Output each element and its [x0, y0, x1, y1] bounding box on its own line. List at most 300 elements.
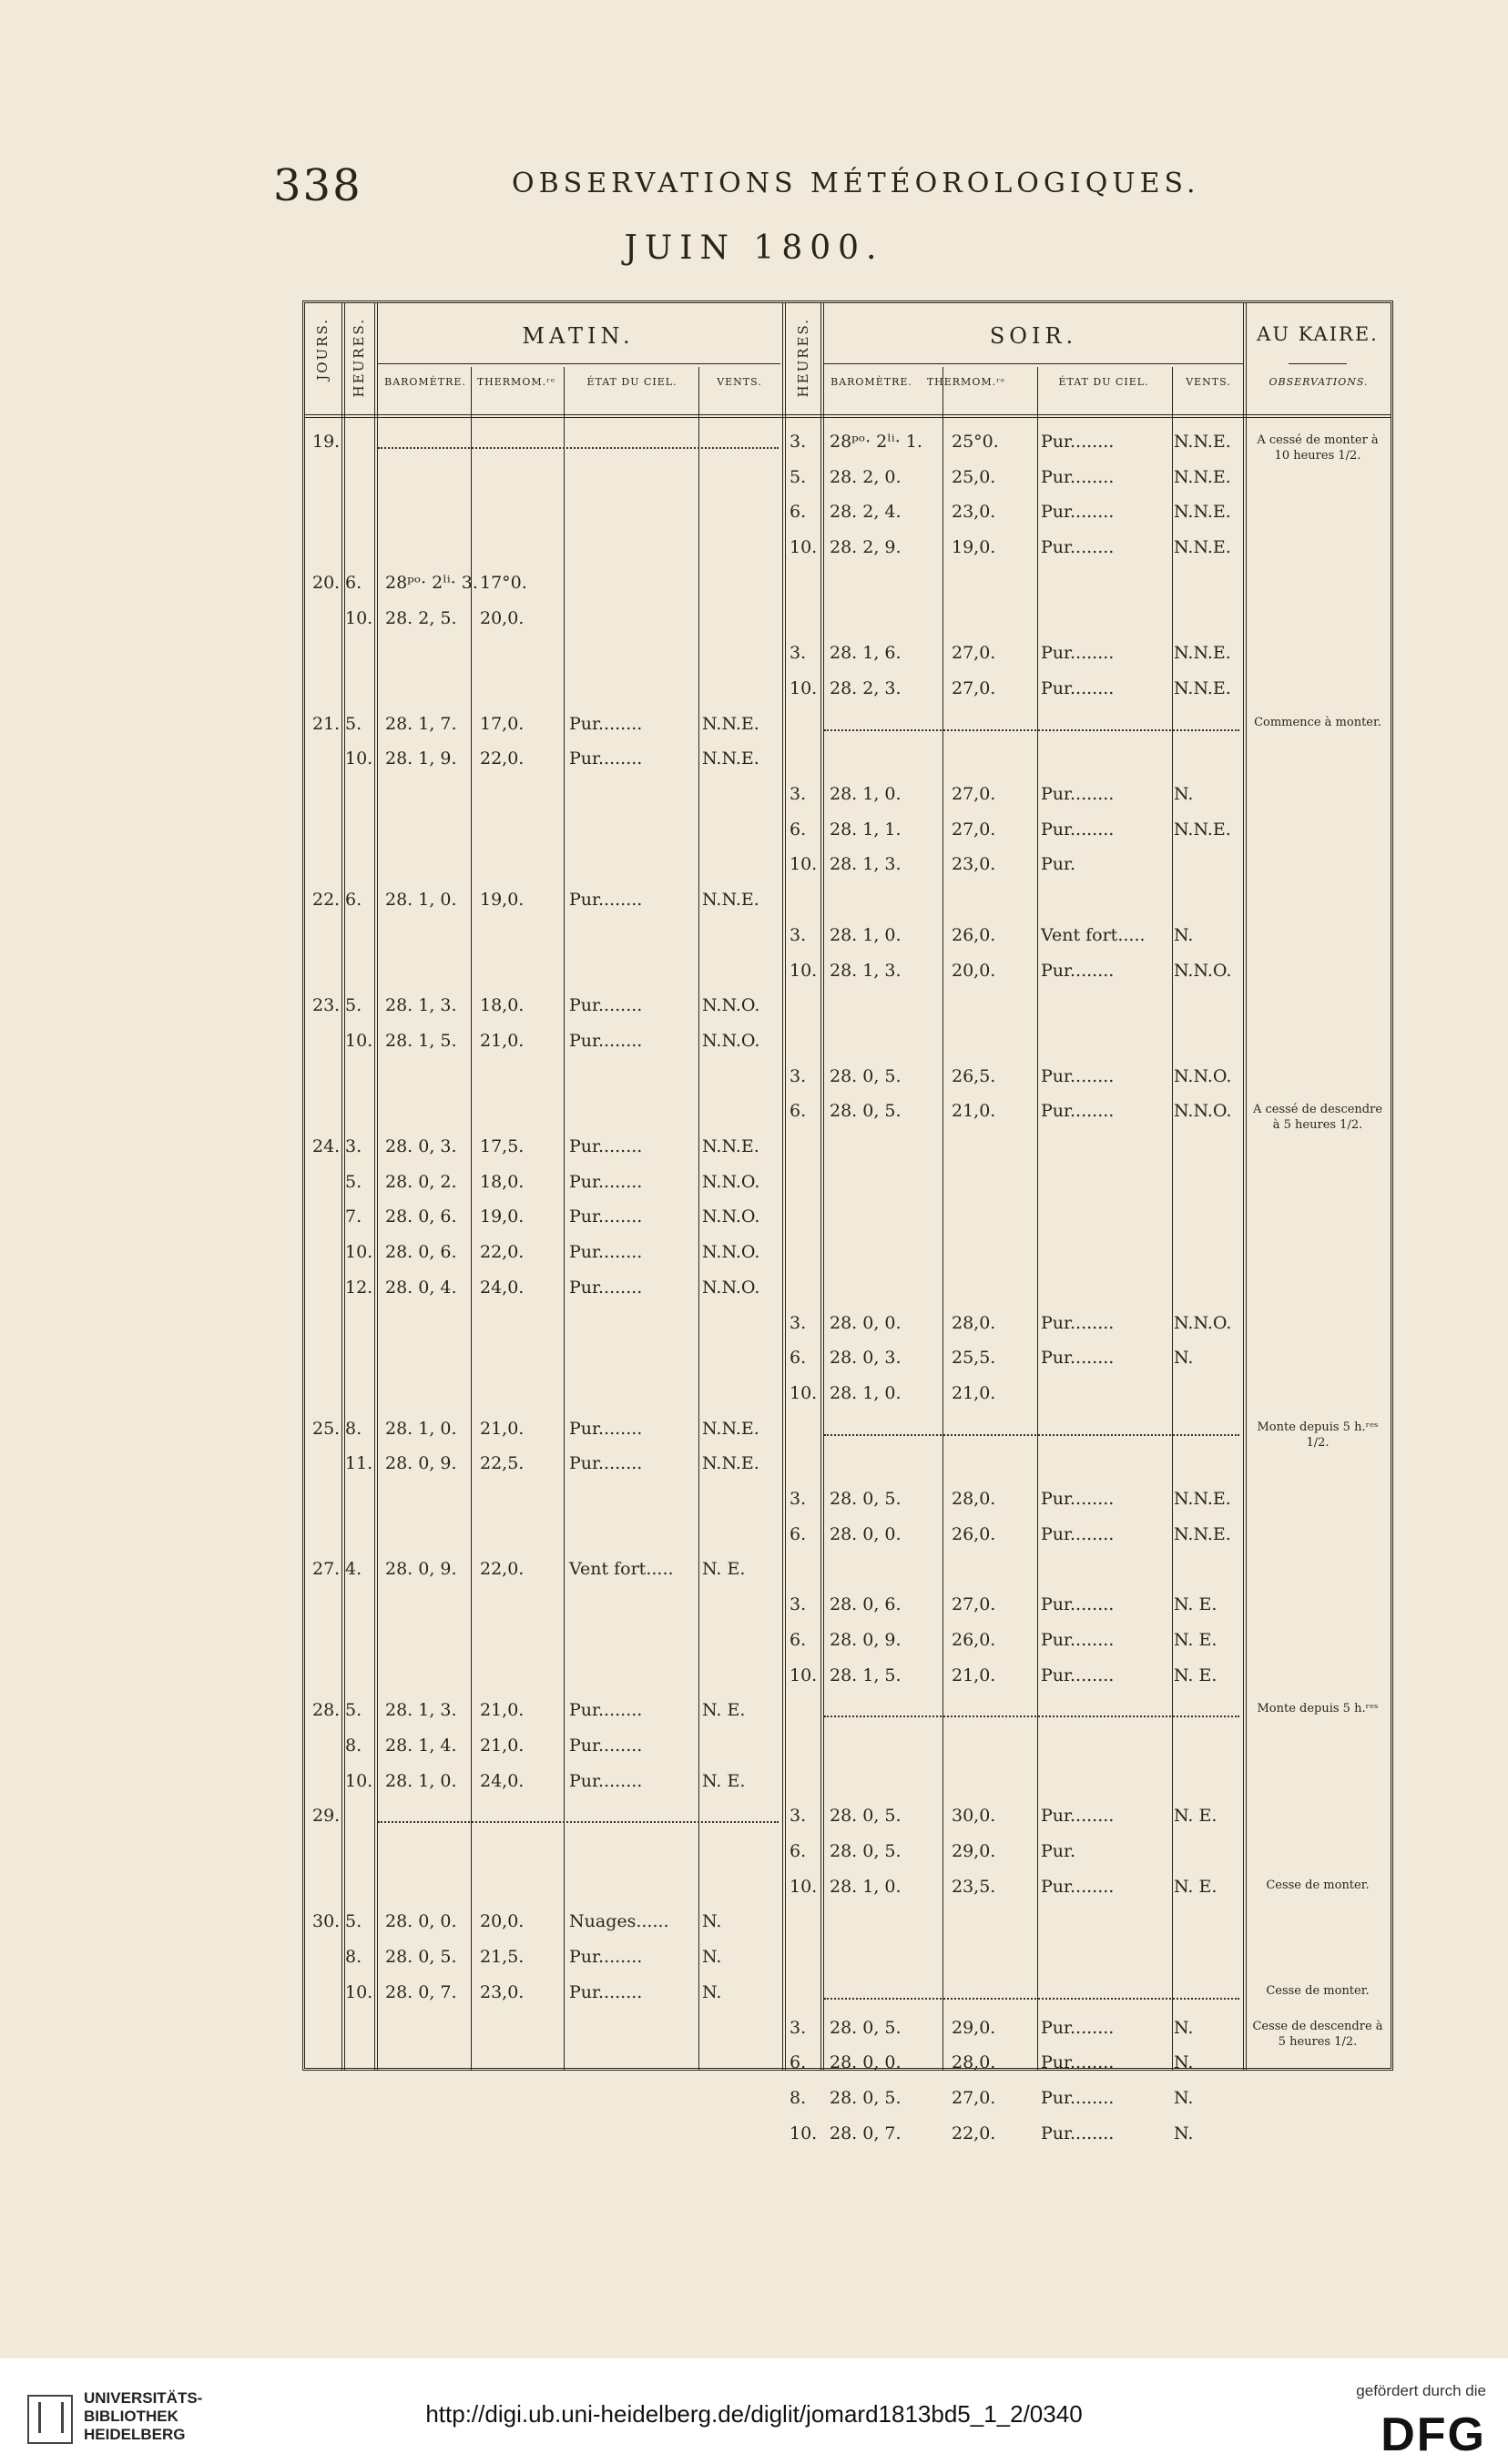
soir-thermom-cell: 23,5. [952, 1876, 996, 1897]
empty-matin-leader [378, 447, 779, 449]
matin-etat-cell: Pur........ [569, 1453, 643, 1474]
soir-etat-cell: Pur........ [1041, 1594, 1115, 1615]
soir-thermom-cell: 25°0. [952, 432, 999, 452]
soir-vents-cell: N.N.O. [1174, 1065, 1232, 1086]
soir-hour-cell: 5. [790, 466, 807, 487]
soir-vents-cell: N.N.E. [1174, 432, 1231, 452]
matin-thermom-cell: 21,0. [480, 1418, 525, 1439]
soir-thermom-cell: 25,5. [952, 1348, 996, 1369]
matin-hour-cell: 5. [345, 1911, 362, 1932]
matin-vents-cell: N. E. [702, 1770, 746, 1791]
matin-etat-cell: Pur........ [569, 1700, 643, 1721]
soir-etat-cell: Pur........ [1041, 1665, 1115, 1685]
matin-thermom-cell: 18,0. [480, 1171, 525, 1192]
soir-vents-cell: N.N.E. [1174, 1489, 1231, 1509]
soir-thermom-cell: 23,0. [952, 854, 996, 875]
matin-thermom-cell: 20,0. [480, 607, 525, 628]
soir-hour-cell: 10. [790, 677, 818, 698]
soir-thermom-cell: 27,0. [952, 677, 996, 698]
table-subtitle: JUIN 1800. [624, 229, 884, 267]
matin-etat-cell: Pur........ [569, 748, 643, 769]
sub-thermom-matin: THERMOM.ʳᵉ [476, 376, 556, 388]
matin-thermom-cell: 22,0. [480, 1559, 525, 1580]
matin-vents-cell: N.N.E. [702, 1136, 759, 1156]
soir-thermom-cell: 22,0. [952, 2123, 996, 2143]
matin-barometre-cell: 28. 0, 4. [385, 1277, 457, 1298]
matin-thermom-cell: 23,0. [480, 1981, 525, 2002]
observation-note: Cesse de monter. [1266, 1983, 1370, 1998]
soir-etat-cell: Pur........ [1041, 432, 1115, 452]
matin-etat-cell: Pur........ [569, 995, 643, 1016]
soir-vents-cell: N. E. [1174, 1594, 1218, 1615]
soir-etat-cell: Pur........ [1041, 466, 1115, 487]
soir-thermom-cell: 23,0. [952, 502, 996, 523]
funding-note: gefördert durch die [1356, 2382, 1486, 2399]
soir-thermom-cell: 26,5. [952, 1065, 996, 1086]
matin-hour-cell: 10. [345, 1030, 373, 1051]
soir-barometre-cell: 28. 0, 5. [830, 2087, 902, 2108]
matin-vents-cell: N.N.E. [702, 1453, 759, 1474]
matin-vents-cell: N. [702, 1981, 722, 2002]
soir-etat-cell: Pur........ [1041, 1523, 1115, 1544]
matin-barometre-cell: 28. 0, 7. [385, 1981, 457, 2002]
day-cell: 21. [312, 713, 341, 734]
soir-thermom-cell: 26,0. [952, 1523, 996, 1544]
soir-etat-cell: Pur........ [1041, 1348, 1115, 1369]
footer-bar [0, 2358, 1508, 2464]
soir-barometre-cell: 28. 1, 0. [830, 784, 902, 804]
matin-etat-cell: Nuages...... [569, 1911, 669, 1932]
soir-thermom-cell: 21,0. [952, 1665, 996, 1685]
soir-thermom-cell: 27,0. [952, 1594, 996, 1615]
matin-etat-cell: Pur........ [569, 1981, 643, 2002]
matin-hour-cell: 5. [345, 1171, 362, 1192]
matin-vents-cell: N.N.E. [702, 890, 759, 911]
matin-barometre-cell: 28. 1, 0. [385, 1770, 457, 1791]
matin-thermom-cell: 21,0. [480, 1030, 525, 1051]
soir-barometre-cell: 28. 0, 5. [830, 1806, 902, 1827]
soir-hour-cell: 6. [790, 2052, 807, 2073]
matin-vents-cell: N.N.O. [702, 1242, 760, 1263]
kaire-underline [1289, 363, 1347, 364]
matin-barometre-cell: 28ᵖᵒ· 2ˡⁱ· 3. [385, 572, 478, 593]
soir-etat-cell: Pur. [1041, 1841, 1076, 1861]
soir-etat-cell: Pur........ [1041, 1806, 1115, 1827]
matin-vents-cell: N. E. [702, 1559, 746, 1580]
page-title: OBSERVATIONS MÉTÉOROLOGIQUES. [512, 168, 1200, 199]
soir-barometre-cell: 28. 0, 5. [830, 1065, 902, 1086]
matin-vents-cell: N.N.O. [702, 995, 760, 1016]
col-divider [698, 367, 699, 2070]
soir-etat-cell: Pur........ [1041, 2123, 1115, 2143]
observation-note: A cessé de monter à 10 heures 1/2. [1257, 433, 1379, 463]
empty-matin-leader [378, 1821, 779, 1823]
col-heures-soir-label: HEURES. [795, 318, 811, 398]
soir-etat-cell: Pur........ [1041, 1101, 1115, 1122]
matin-vents-cell: N.N.O. [702, 1207, 760, 1227]
sub-vents-soir: VENTS. [1186, 376, 1231, 388]
matin-etat-cell: Pur........ [569, 1947, 643, 1968]
col-divider [564, 367, 565, 2070]
soir-etat-cell: Pur........ [1041, 2052, 1115, 2073]
day-cell: 24. [312, 1136, 341, 1156]
soir-etat-cell: Pur........ [1041, 2017, 1115, 2038]
soir-barometre-cell: 28. 1, 6. [830, 643, 902, 664]
col-heures-label: HEURES. [351, 318, 367, 398]
matin-thermom-cell: 21,5. [480, 1947, 525, 1968]
soir-thermom-cell: 28,0. [952, 1489, 996, 1509]
soir-etat-cell: Pur........ [1041, 677, 1115, 698]
soir-etat-cell: Pur. [1041, 854, 1076, 875]
soir-vents-cell: N. [1174, 924, 1194, 945]
soir-etat-cell: Pur........ [1041, 643, 1115, 664]
matin-barometre-cell: 28. 0, 0. [385, 1911, 457, 1932]
matin-thermom-cell: 19,0. [480, 890, 525, 911]
matin-barometre-cell: 28. 1, 0. [385, 890, 457, 911]
matin-etat-cell: Pur........ [569, 1136, 643, 1156]
matin-hour-cell: 11. [345, 1453, 373, 1474]
matin-barometre-cell: 28. 2, 5. [385, 607, 457, 628]
col-divider [1243, 303, 1247, 2070]
sub-barometre-matin: BAROMÈTRE. [384, 376, 466, 388]
soir-vents-cell: N.N.O. [1174, 960, 1232, 981]
matin-barometre-cell: 28. 1, 7. [385, 713, 457, 734]
matin-hour-cell: 10. [345, 1770, 373, 1791]
col-divider [1037, 367, 1038, 2070]
soir-vents-cell: N. [1174, 2087, 1194, 2108]
matin-barometre-cell: 28. 1, 0. [385, 1418, 457, 1439]
soir-vents-cell: N. E. [1174, 1629, 1218, 1650]
empty-soir-leader [824, 1434, 1239, 1436]
soir-hour-cell: 3. [790, 643, 807, 664]
matin-vents-cell: N.N.E. [702, 713, 759, 734]
soir-hour-cell: 6. [790, 1523, 807, 1544]
soir-barometre-cell: 28. 2, 0. [830, 466, 902, 487]
matin-etat-cell: Pur........ [569, 1735, 643, 1756]
empty-soir-leader [824, 1998, 1239, 2000]
soir-etat-cell: Pur........ [1041, 960, 1115, 981]
soir-etat-cell: Pur........ [1041, 502, 1115, 523]
matin-thermom-cell: 17,0. [480, 713, 525, 734]
soir-etat-cell: Vent fort..... [1041, 924, 1146, 945]
soir-barometre-cell: 28. 1, 0. [830, 1876, 902, 1897]
col-divider [820, 303, 824, 2070]
matin-hour-cell: 4. [345, 1559, 362, 1580]
matin-barometre-cell: 28. 1, 9. [385, 748, 457, 769]
matin-barometre-cell: 28. 0, 5. [385, 1947, 457, 1968]
matin-vents-cell: N. [702, 1947, 722, 1968]
matin-hour-cell: 10. [345, 1242, 373, 1263]
matin-etat-cell: Pur........ [569, 1171, 643, 1192]
soir-barometre-cell: 28. 0, 3. [830, 1348, 902, 1369]
page-number: 338 [273, 160, 362, 211]
matin-barometre-cell: 28. 0, 2. [385, 1171, 457, 1192]
matin-vents-cell: N.N.E. [702, 1418, 759, 1439]
soir-barometre-cell: 28. 0, 6. [830, 1594, 902, 1615]
matin-barometre-cell: 28. 1, 5. [385, 1030, 457, 1051]
soir-barometre-cell: 28. 0, 0. [830, 1312, 902, 1333]
matin-hour-cell: 8. [345, 1418, 362, 1439]
weather-table [302, 300, 1393, 2143]
soir-hour-cell: 10. [790, 854, 818, 875]
soir-hour-cell: 10. [790, 537, 818, 558]
soir-barometre-cell: 28. 1, 3. [830, 854, 902, 875]
matin-underline [378, 363, 780, 364]
matin-thermom-cell: 19,0. [480, 1207, 525, 1227]
empty-soir-leader [824, 1716, 1239, 1717]
soir-etat-cell: Pur........ [1041, 1629, 1115, 1650]
soir-vents-cell: N.N.E. [1174, 819, 1231, 840]
soir-barometre-cell: 28. 2, 3. [830, 677, 902, 698]
header-rule [305, 414, 1391, 418]
soir-etat-cell: Pur........ [1041, 1489, 1115, 1509]
matin-hour-cell: 10. [345, 748, 373, 769]
soir-vents-cell: N. [1174, 784, 1194, 804]
matin-thermom-cell: 21,0. [480, 1700, 525, 1721]
matin-thermom-cell: 22,5. [480, 1453, 525, 1474]
group-kaire-label: AU KAIRE. [1257, 323, 1379, 345]
soir-hour-cell: 3. [790, 1489, 807, 1509]
soir-thermom-cell: 27,0. [952, 643, 996, 664]
sub-etat-soir: ÉTAT DU CIEL. [1058, 376, 1149, 388]
dfg-logo: DFG [1381, 2408, 1486, 2461]
soir-vents-cell: N.N.O. [1174, 1101, 1232, 1122]
soir-barometre-cell: 28. 0, 0. [830, 1523, 902, 1544]
matin-etat-cell: Pur........ [569, 1030, 643, 1051]
soir-hour-cell: 10. [790, 2123, 818, 2143]
soir-hour-cell: 3. [790, 1065, 807, 1086]
matin-barometre-cell: 28. 1, 4. [385, 1735, 457, 1756]
university-name: UNIVERSITÄTS- BIBLIOTHEK HEIDELBERG [84, 2389, 203, 2443]
matin-etat-cell: Pur........ [569, 1418, 643, 1439]
soir-hour-cell: 10. [790, 1876, 818, 1897]
soir-hour-cell: 8. [790, 2087, 807, 2108]
matin-vents-cell: N.N.O. [702, 1171, 760, 1192]
matin-vents-cell: N.N.O. [702, 1030, 760, 1051]
soir-vents-cell: N.N.E. [1174, 1523, 1231, 1544]
matin-hour-cell: 6. [345, 572, 362, 593]
matin-thermom-cell: 21,0. [480, 1735, 525, 1756]
observation-note: Cesse de monter. [1266, 1878, 1370, 1892]
soir-vents-cell: N.N.O. [1174, 1312, 1232, 1333]
observation-note: A cessé de descendre à 5 heures 1/2. [1252, 1103, 1383, 1133]
matin-thermom-cell: 20,0. [480, 1911, 525, 1932]
day-cell: 28. [312, 1700, 341, 1721]
matin-thermom-cell: 18,0. [480, 995, 525, 1016]
day-cell: 27. [312, 1559, 341, 1580]
observation-note: Monte depuis 5 h.ʳᵉˢ 1/2. [1257, 1420, 1379, 1450]
matin-thermom-cell: 24,0. [480, 1770, 525, 1791]
day-cell: 25. [312, 1418, 341, 1439]
soir-thermom-cell: 21,0. [952, 1101, 996, 1122]
soir-hour-cell: 3. [790, 1594, 807, 1615]
soir-thermom-cell: 27,0. [952, 819, 996, 840]
soir-hour-cell: 3. [790, 1806, 807, 1827]
day-cell: 29. [312, 1806, 341, 1827]
matin-hour-cell: 5. [345, 995, 362, 1016]
matin-hour-cell: 6. [345, 890, 362, 911]
sub-vents-matin: VENTS. [717, 376, 762, 388]
matin-barometre-cell: 28. 0, 6. [385, 1242, 457, 1263]
group-soir-label: SOIR. [989, 323, 1078, 349]
matin-thermom-cell: 22,0. [480, 1242, 525, 1263]
sub-etat-matin: ÉTAT DU CIEL. [586, 376, 678, 388]
soir-thermom-cell: 27,0. [952, 784, 996, 804]
matin-etat-cell: Pur........ [569, 1207, 643, 1227]
day-cell: 22. [312, 890, 341, 911]
soir-barometre-cell: 28. 1, 3. [830, 960, 902, 981]
soir-vents-cell: N. [1174, 2123, 1194, 2143]
matin-hour-cell: 12. [345, 1277, 373, 1298]
sub-observations: OBSERVATIONS. [1269, 376, 1369, 388]
soir-barometre-cell: 28. 0, 0. [830, 2052, 902, 2073]
soir-thermom-cell: 26,0. [952, 924, 996, 945]
observation-note: Cesse de descendre à 5 heures 1/2. [1252, 2019, 1383, 2049]
col-divider [374, 303, 378, 2070]
matin-barometre-cell: 28. 0, 6. [385, 1207, 457, 1227]
soir-vents-cell: N. E. [1174, 1806, 1218, 1827]
soir-vents-cell: N.N.E. [1174, 466, 1231, 487]
matin-thermom-cell: 24,0. [480, 1277, 525, 1298]
matin-barometre-cell: 28. 1, 3. [385, 1700, 457, 1721]
soir-barometre-cell: 28. 1, 0. [830, 924, 902, 945]
matin-vents-cell: N. E. [702, 1700, 746, 1721]
soir-thermom-cell: 28,0. [952, 1312, 996, 1333]
soir-hour-cell: 6. [790, 819, 807, 840]
matin-hour-cell: 8. [345, 1735, 362, 1756]
empty-soir-leader [824, 729, 1239, 731]
soir-thermom-cell: 29,0. [952, 1841, 996, 1861]
soir-barometre-cell: 28. 1, 1. [830, 819, 902, 840]
soir-barometre-cell: 28. 0, 9. [830, 1629, 902, 1650]
matin-hour-cell: 3. [345, 1136, 362, 1156]
matin-hour-cell: 10. [345, 607, 373, 628]
col-divider [782, 303, 786, 2070]
soir-hour-cell: 6. [790, 502, 807, 523]
soir-vents-cell: N.N.E. [1174, 502, 1231, 523]
soir-thermom-cell: 21,0. [952, 1382, 996, 1403]
soir-hour-cell: 6. [790, 1841, 807, 1861]
matin-barometre-cell: 28. 0, 3. [385, 1136, 457, 1156]
matin-hour-cell: 7. [345, 1207, 362, 1227]
soir-barometre-cell: 28. 0, 5. [830, 1101, 902, 1122]
soir-hour-cell: 6. [790, 1629, 807, 1650]
group-matin-label: MATIN. [522, 323, 635, 349]
matin-barometre-cell: 28. 1, 3. [385, 995, 457, 1016]
soir-vents-cell: N. [1174, 2052, 1194, 2073]
soir-hour-cell: 10. [790, 960, 818, 981]
soir-vents-cell: N.N.E. [1174, 677, 1231, 698]
matin-vents-cell: N.N.E. [702, 748, 759, 769]
matin-hour-cell: 5. [345, 713, 362, 734]
matin-hour-cell: 10. [345, 1981, 373, 2002]
soir-thermom-cell: 27,0. [952, 2087, 996, 2108]
matin-vents-cell: N. [702, 1911, 722, 1932]
soir-etat-cell: Pur........ [1041, 1876, 1115, 1897]
col-divider [471, 367, 472, 2070]
soir-etat-cell: Pur........ [1041, 537, 1115, 558]
soir-barometre-cell: 28. 2, 4. [830, 502, 902, 523]
soir-vents-cell: N.N.E. [1174, 643, 1231, 664]
day-cell: 23. [312, 995, 341, 1016]
day-cell: 20. [312, 572, 341, 593]
soir-hour-cell: 10. [790, 1665, 818, 1685]
soir-hour-cell: 3. [790, 1312, 807, 1333]
soir-vents-cell: N. [1174, 1348, 1194, 1369]
observation-note: Monte depuis 5 h.ʳᵉˢ [1257, 1702, 1379, 1716]
soir-vents-cell: N. [1174, 2017, 1194, 2038]
sub-barometre-soir: BAROMÈTRE. [830, 376, 912, 388]
matin-hour-cell: 5. [345, 1700, 362, 1721]
observation-note: Commence à monter. [1254, 715, 1381, 729]
col-jours-label: JOURS. [314, 318, 331, 381]
matin-etat-cell: Pur........ [569, 890, 643, 911]
soir-barometre-cell: 28. 0, 5. [830, 1841, 902, 1861]
soir-thermom-cell: 30,0. [952, 1806, 996, 1827]
page-header [273, 160, 1275, 215]
soir-hour-cell: 6. [790, 1348, 807, 1369]
sub-thermom-soir: THERMOM.ʳᵉ [926, 376, 1006, 388]
soir-hour-cell: 10. [790, 1382, 818, 1403]
matin-etat-cell: Pur........ [569, 1277, 643, 1298]
soir-hour-cell: 3. [790, 432, 807, 452]
soir-underline [824, 363, 1243, 364]
soir-thermom-cell: 19,0. [952, 537, 996, 558]
source-url[interactable]: http://digi.ub.uni-heidelberg.de/diglit/jomard1813bd5_1_2/0340 [425, 2400, 1083, 2428]
soir-thermom-cell: 26,0. [952, 1629, 996, 1650]
soir-hour-cell: 3. [790, 924, 807, 945]
soir-thermom-cell: 29,0. [952, 2017, 996, 2038]
soir-barometre-cell: 28. 0, 5. [830, 1489, 902, 1509]
soir-thermom-cell: 25,0. [952, 466, 996, 487]
soir-barometre-cell: 28. 0, 5. [830, 2017, 902, 2038]
soir-etat-cell: Pur........ [1041, 819, 1115, 840]
soir-etat-cell: Pur........ [1041, 2087, 1115, 2108]
soir-thermom-cell: 20,0. [952, 960, 996, 981]
soir-barometre-cell: 28. 0, 7. [830, 2123, 902, 2143]
matin-barometre-cell: 28. 0, 9. [385, 1453, 457, 1474]
soir-hour-cell: 6. [790, 1101, 807, 1122]
matin-barometre-cell: 28. 0, 9. [385, 1559, 457, 1580]
matin-thermom-cell: 22,0. [480, 748, 525, 769]
soir-barometre-cell: 28. 2, 9. [830, 537, 902, 558]
soir-barometre-cell: 28. 1, 0. [830, 1382, 902, 1403]
soir-thermom-cell: 28,0. [952, 2052, 996, 2073]
matin-etat-cell: Pur........ [569, 1242, 643, 1263]
matin-hour-cell: 8. [345, 1947, 362, 1968]
matin-vents-cell: N.N.O. [702, 1277, 760, 1298]
soir-barometre-cell: 28. 1, 5. [830, 1665, 902, 1685]
soir-hour-cell: 3. [790, 784, 807, 804]
matin-etat-cell: Pur........ [569, 713, 643, 734]
day-cell: 19. [312, 432, 341, 452]
day-cell: 30. [312, 1911, 341, 1932]
col-divider [1172, 367, 1173, 2070]
soir-hour-cell: 3. [790, 2017, 807, 2038]
soir-etat-cell: Pur........ [1041, 784, 1115, 804]
matin-etat-cell: Pur........ [569, 1770, 643, 1791]
soir-etat-cell: Pur........ [1041, 1312, 1115, 1333]
matin-etat-cell: Vent fort..... [569, 1559, 674, 1580]
soir-barometre-cell: 28ᵖᵒ· 2ˡⁱ· 1. [830, 432, 922, 452]
matin-thermom-cell: 17,5. [480, 1136, 525, 1156]
soir-vents-cell: N. E. [1174, 1876, 1218, 1897]
soir-vents-cell: N. E. [1174, 1665, 1218, 1685]
soir-vents-cell: N.N.E. [1174, 537, 1231, 558]
col-divider [942, 367, 943, 2070]
matin-thermom-cell: 17°0. [480, 572, 527, 593]
soir-etat-cell: Pur........ [1041, 1065, 1115, 1086]
